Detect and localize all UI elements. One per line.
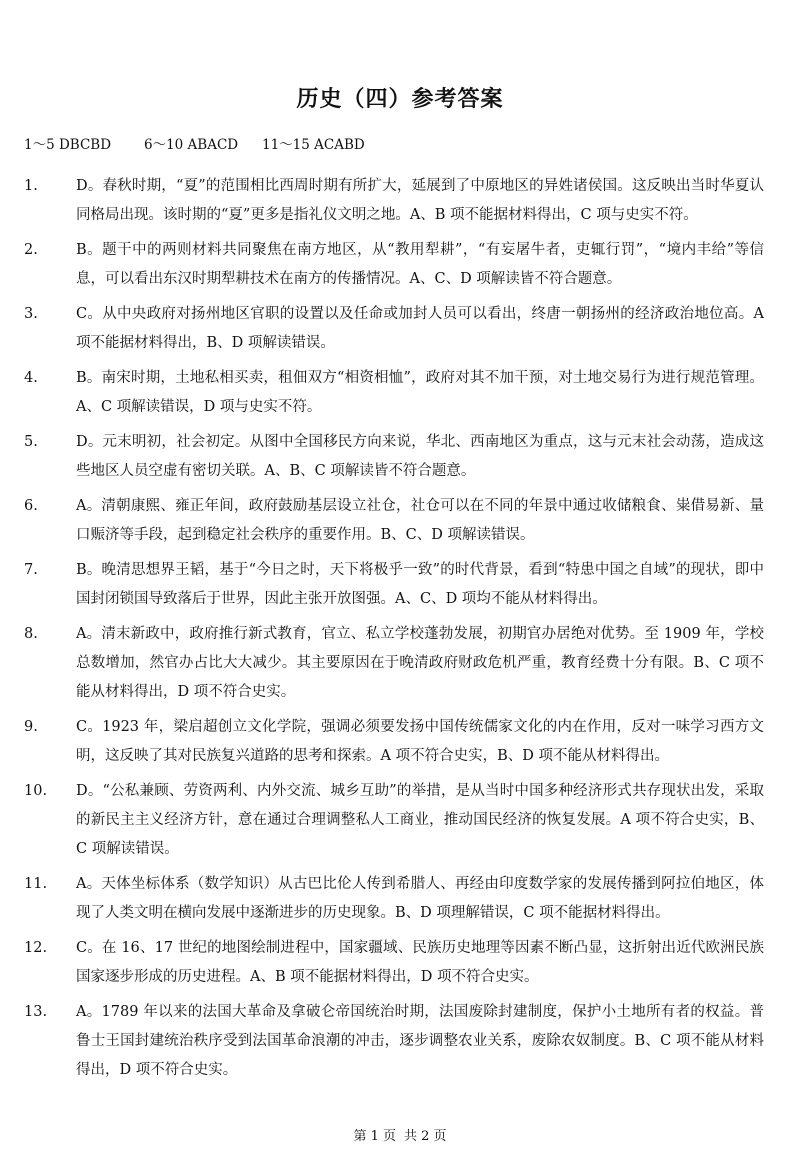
answer-text: C。从中央政府对扬州地区官职的设置以及任命或加封人员可以看出，终唐一朝扬州的经济政治地位高。A项不能据材料得出，B、D 项解读错误。 <box>76 306 764 351</box>
answer-key-group-1: 1～5 DBCBD <box>24 137 112 153</box>
answer-number: 11. <box>24 876 48 892</box>
answer-text: B。题干中的两则材料共同聚焦在南方地区，从“教用犁耕”，“有妄屠牛者，吏辄行罚”，“境内丰给”等信息，可以看出东汉时期犁耕技术在南方的传播情况。A、C、D 项解读皆不符合题意。 <box>76 242 764 287</box>
answer-text: A。清末新政中，政府推行新式教育，官立、私立学校蓬勃发展，初期官办居绝对优势。至 1909 年，学校总数增加，然官办占比大大减少。其主要原因在于晚清政府财政危机严重，教育经费十分有限。B、C 项不能从材料得出，D 项不符合史实。 <box>76 626 764 700</box>
answer-item <box>24 713 764 771</box>
answer-item <box>24 236 764 294</box>
answer-item <box>24 934 764 992</box>
page-title: 历史（四）参考答案 <box>296 87 504 112</box>
answer-item <box>24 172 764 230</box>
answer-text: A。天体坐标体系（数学知识）从古巴比伦人传到希腊人、再经由印度数学家的发展传播到阿拉伯地区，体现了人类文明在横向发展中逐渐进步的历史现象。B、D 项理解错误，C 项不能据材料得出。 <box>76 876 764 921</box>
answer-item <box>24 428 764 486</box>
answer-number: 4. <box>24 370 38 386</box>
answer-item <box>24 300 764 358</box>
answer-number: 6. <box>24 498 38 514</box>
page-total: 共 2 页 <box>404 1129 447 1144</box>
answer-number: 7. <box>24 562 38 578</box>
answer-number: 3. <box>24 306 38 322</box>
answer-text: B。南宋时期，土地私相买卖，租佃双方“相资相恤”，政府对其不加干预，对土地交易行为进行规范管理。A、C 项解读错误，D 项与史实不符。 <box>76 370 764 415</box>
answer-text: D。“公私兼顾、劳资两利、内外交流、城乡互助”的举措，是从当时中国多种经济形式共存现状出发，采取的新民主主义经济方针，意在通过合理调整私人工商业，推动国民经济的恢复发展。A 项不符合史实，B、C 项解读错误。 <box>76 783 764 857</box>
answer-item <box>24 998 764 1085</box>
answer-item <box>24 556 764 614</box>
answer-number: 2. <box>24 242 38 258</box>
answer-number: 1. <box>24 178 38 194</box>
answer-number: 9. <box>24 719 38 735</box>
answer-item <box>24 492 764 550</box>
answer-key-group-3: 11～15 ACABD <box>262 137 365 153</box>
answer-item <box>24 620 764 707</box>
answer-number: 13. <box>24 1004 48 1020</box>
answer-item <box>24 870 764 928</box>
page-number: 第 1 页 <box>353 1129 396 1144</box>
answer-text: A。清朝康熙、雍正年间，政府鼓励基层设立社仓，社仓可以在不同的年景中通过收储粮食、粜借易新、量口赈济等手段，起到稳定社会秩序的重要作用。B、C、D 项解读错误。 <box>76 498 764 543</box>
answer-number: 12. <box>24 940 48 956</box>
answer-number: 8. <box>24 626 38 642</box>
answer-text: D。元末明初，社会初定。从图中全国移民方向来说，华北、西南地区为重点，这与元末社会动荡，造成这些地区人员空虚有密切关联。A、B、C 项解读皆不符合题意。 <box>76 434 764 479</box>
answer-text: C。1923 年，梁启超创立文化学院，强调必须要发扬中国传统儒家文化的内在作用，反对一味学习西方文明，这反映了其对民族复兴道路的思考和探索。A 项不符合史实，B、D 项不能从材料得出。 <box>76 719 764 764</box>
answer-text: D。春秋时期，“夏”的范围相比西周时期有所扩大，延展到了中原地区的异姓诸侯国。这反映出当时华夏认同格局出现。该时期的“夏”更多是指礼仪文明之地。A、B 项不能据材料得出，C 项与史实不符。 <box>76 178 764 223</box>
answer-text: B。晚清思想界王韬，基于“今日之时，天下将极乎一致”的时代背景，看到“特患中国之自域”的现状，即中国封闭锁国导致落后于世界，因此主张开放图强。A、C、D 项均不能从材料得出。 <box>76 562 764 607</box>
answer-text: C。在 16、17 世纪的地图绘制进程中，国家疆域、民族历史地理等因素不断凸显，这折射出近代欧洲民族国家逐步形成的历史进程。A、B 项不能据材料得出，D 项不符合史实。 <box>76 940 764 985</box>
answer-item <box>24 777 764 864</box>
answer-item <box>24 364 764 422</box>
page-footer <box>0 1125 800 1144</box>
answer-explanations <box>24 172 764 1091</box>
answer-number: 10. <box>24 783 48 799</box>
answer-key-group-2: 6～10 ABACD <box>144 137 239 153</box>
answer-number: 5. <box>24 434 38 450</box>
answer-key-summary <box>24 133 365 153</box>
answer-text: A。1789 年以来的法国大革命及拿破仑帝国统治时期，法国废除封建制度，保护小土地所有者的权益。普鲁士王国封建统治秩序受到法国革命浪潮的冲击，逐步调整农业关系，废除农奴制度。B、C 项不能从材料得出，D 项不符合史实。 <box>76 1004 764 1078</box>
